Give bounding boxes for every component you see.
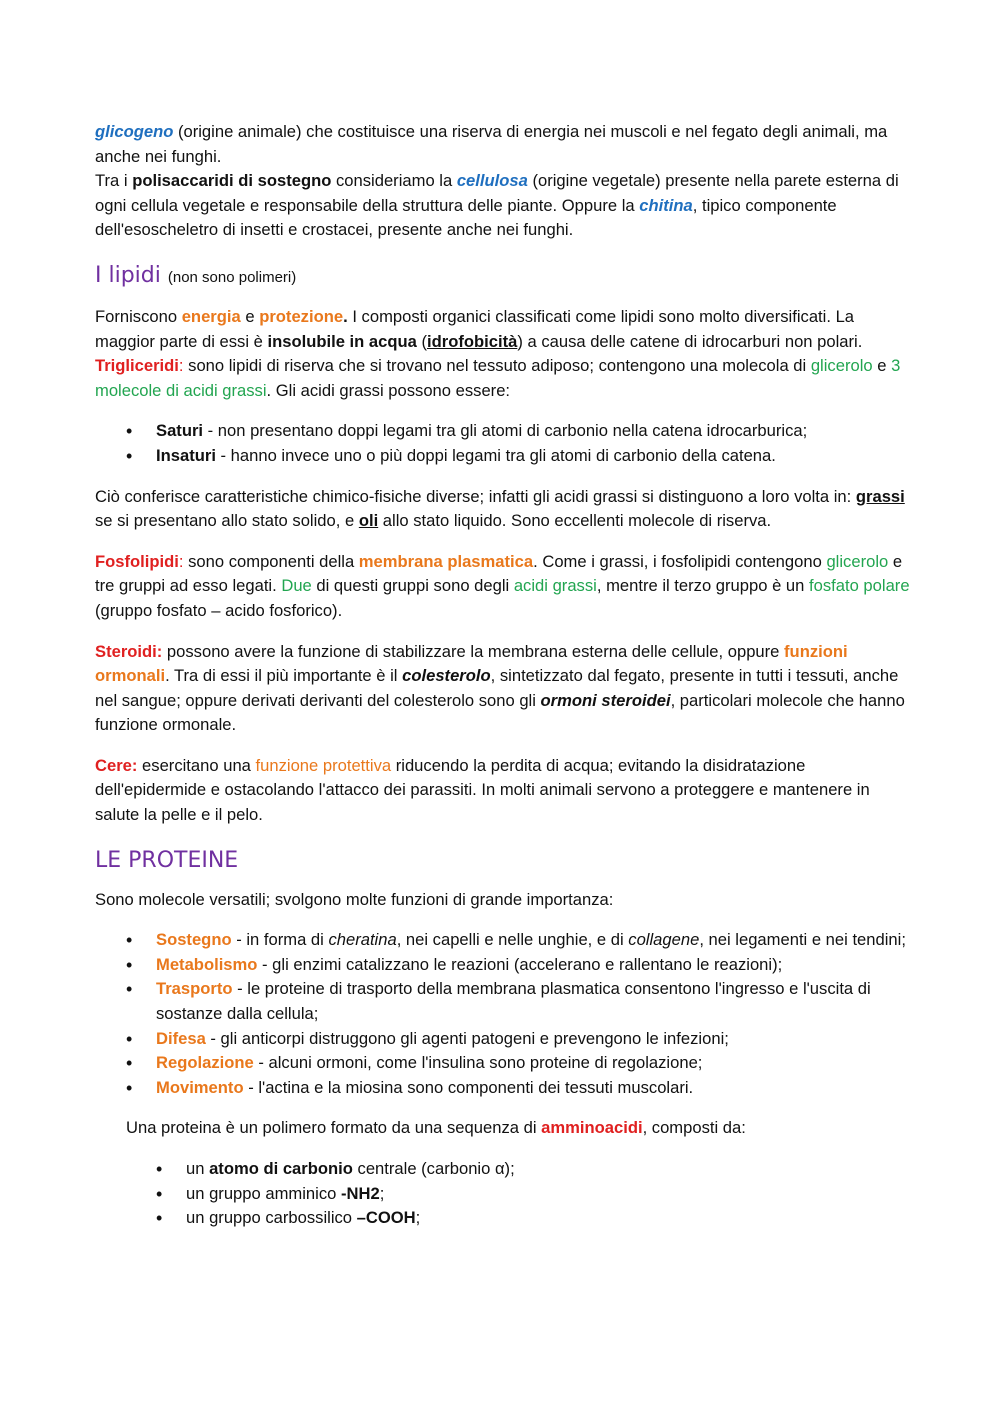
term-colesterolo: colesterolo	[402, 666, 491, 686]
text: - le proteine di trasporto della membrana plasmatica consentono l'ingresso e l'uscita di sostanze dalla cellula;	[156, 979, 871, 1024]
text: - in forma di	[231, 930, 329, 950]
text: - alcuni ormoni, come l'insulina sono proteine di regolazione;	[253, 1053, 703, 1073]
term-acidi-grassi: 3 molecole di acidi grassi	[95, 356, 901, 400]
term-insaturi: Insaturi	[156, 445, 216, 465]
term-difesa: Difesa	[156, 1028, 206, 1048]
term-glicogeno: glicogeno	[95, 122, 174, 141]
text: , tipico componente dell'esoscheletro di insetti e crostacei, presente anche nei funghi.	[95, 195, 837, 240]
text: se si presentano allo stato solido, e	[95, 511, 359, 531]
text: e tre gruppi ad esso legati.	[95, 551, 903, 596]
term-collagene: collagene	[628, 930, 700, 950]
term-cellulosa: cellulosa	[456, 171, 528, 191]
heading-lipidi-title: I lipidi	[95, 262, 168, 288]
text: . Gli acidi grassi possono essere:	[266, 380, 511, 400]
text: - l'actina e la miosina sono componenti dei tessuti muscolari.	[243, 1077, 694, 1097]
term-chitina: chitina	[639, 195, 693, 215]
text: riducendo la perdita di acqua; evitando la disidratazione dell'epidermide e ostacolando l'attacco dei parassiti. In molti animali servono a proteggere e mantenere in salute la pelle e il pelo.	[95, 755, 870, 825]
list-item	[156, 1027, 910, 1052]
text: (	[416, 331, 427, 351]
heading-proteine: LE PROTEINE	[95, 847, 239, 873]
text: Una proteina è un polimero formato da una sequenza di	[126, 1118, 542, 1138]
list-item	[156, 1076, 910, 1101]
text: - non presentano doppi legami tra gli atomi di carbonio nella catena idrocarburica;	[203, 421, 808, 441]
text: , nei legamenti e nei tendini;	[699, 930, 906, 950]
list-item	[156, 953, 910, 978]
term-atomo-carbonio: atomo di carbonio	[209, 1159, 353, 1178]
list-item	[156, 419, 910, 444]
text: - gli anticorpi distruggono gli agenti patogeni e prevengono le infezioni;	[205, 1028, 729, 1048]
text: :	[178, 551, 184, 571]
text: ;	[415, 1208, 421, 1228]
text: allo stato liquido. Sono eccellenti molecole di riserva.	[378, 511, 772, 531]
term-amminoacidi: amminoacidi	[541, 1118, 643, 1138]
text: e	[872, 356, 892, 376]
text: di questi gruppi sono degli	[311, 576, 514, 596]
text: . Come i grassi, i fosfolipidi contengono	[533, 551, 827, 571]
list-item	[156, 1051, 910, 1076]
term-energia: energia	[181, 306, 241, 326]
term-metabolismo: Metabolismo	[156, 954, 258, 974]
text: , mentre il terzo gruppo è un	[596, 576, 809, 596]
text: Ciò conferisce caratteristiche chimico-fisiche diverse; infatti gli acidi grassi si distinguono a loro volta in:	[95, 486, 856, 506]
term-protezione: protezione	[259, 306, 344, 326]
paragraph-trigliceridi	[95, 354, 910, 403]
paragraph-fosfolipidi	[95, 550, 910, 624]
text: un	[186, 1159, 210, 1178]
text: .	[343, 306, 348, 326]
term-cere: Cere:	[95, 755, 138, 775]
paragraph-grassi-oli	[95, 485, 910, 534]
text: (origine vegetale) presente nella parete esterna di ogni cellula vegetale e responsabile della struttura delle piante. Oppure la	[95, 171, 899, 215]
paragraph-cere	[95, 754, 910, 828]
text: (origine animale) che costituisce una riserva di energia nei muscoli e nel fegato degli animali, ma anche nei funghi.	[95, 122, 888, 166]
term-acidi-grassi: acidi grassi	[513, 576, 597, 596]
term-trigliceridi: Trigliceridi	[95, 356, 179, 376]
list-item	[156, 444, 910, 469]
term-oli: oli	[358, 511, 379, 531]
term-funzioni-ormonali: funzioni ormonali	[95, 641, 848, 686]
term-fosfolipidi: Fosfolipidi	[95, 551, 179, 571]
term-regolazione: Regolazione	[156, 1053, 254, 1073]
text: , composti da:	[642, 1118, 746, 1138]
text: (gruppo fosfato – acido fosforico).	[95, 600, 343, 620]
term-movimento: Movimento	[156, 1077, 244, 1097]
paragraph-proteine-intro: Sono molecole versatili; svolgono molte funzioni di grande importanza:	[95, 889, 614, 909]
list-item	[186, 1182, 910, 1207]
term-saturi: Saturi	[156, 421, 204, 441]
paragraph-lipidi-intro	[95, 305, 910, 354]
term-polisaccaridi-sostegno: polisaccaridi di sostegno	[132, 171, 332, 191]
paragraph-glicogeno	[95, 120, 910, 169]
term-glicerolo: glicerolo	[826, 551, 889, 571]
text: e	[240, 306, 260, 326]
text: , nei capelli e nelle unghie, e di	[396, 930, 629, 950]
term-due: Due	[281, 576, 312, 596]
paragraph-amminoacidi	[95, 1116, 910, 1141]
text: :	[178, 356, 184, 376]
list-item	[156, 928, 910, 953]
term-fosfato-polare: fosfato polare	[809, 576, 910, 596]
text: sono componenti della	[183, 551, 359, 571]
text: - gli enzimi catalizzano le reazioni (accelerano e rallentano le reazioni);	[257, 954, 783, 974]
heading-lipidi-subtitle: (non sono polimeri)	[167, 268, 297, 286]
document-body	[95, 120, 910, 1247]
text: ;	[379, 1183, 385, 1203]
term-grassi: grassi	[855, 486, 905, 506]
text: . Tra di essi il più importante è il	[165, 666, 403, 686]
term-idrofobicita: idrofobicità	[427, 331, 518, 351]
list-acidi-grassi	[95, 419, 910, 468]
text: I composti organici classificati come lipidi sono molto diversificati. La maggior parte di essi è	[95, 306, 855, 351]
text: centrale (carbonio α);	[352, 1159, 515, 1178]
text: consideriamo la	[331, 171, 457, 191]
text: esercitano una	[137, 755, 256, 775]
term-trasporto: Trasporto	[156, 979, 233, 999]
text: - hanno invece uno o più doppi legami tra gli atomi di carbonio della catena.	[215, 445, 776, 465]
list-componenti-amminoacidi	[95, 1157, 910, 1231]
paragraph-polisaccaridi-sostegno	[95, 169, 910, 243]
heading-lipidi	[95, 261, 910, 293]
list-item	[186, 1206, 910, 1231]
list-item	[156, 977, 910, 1026]
term-glicerolo: glicerolo	[810, 356, 873, 376]
text: possono avere la funzione di stabilizzare la membrana esterna delle cellule, oppure	[162, 641, 785, 661]
text: , sintetizzato dal fegato, presente in tutti i tessuti, anche nel sangue; oppure derivati derivanti del colesterolo sono gli	[95, 666, 899, 710]
term-ormoni-steroidei: ormoni steroidei	[540, 690, 671, 710]
paragraph-steroidi	[95, 640, 910, 738]
term-sostegno: Sostegno	[156, 930, 232, 950]
list-item	[186, 1157, 910, 1182]
text: Tra i	[95, 171, 133, 191]
text: , particolari molecole che hanno funzione ormonale.	[95, 690, 905, 735]
text: un gruppo carbossilico	[186, 1208, 357, 1228]
list-funzioni-proteine	[95, 928, 910, 1100]
text: un gruppo amminico	[186, 1183, 341, 1203]
text: ) a causa delle catene di idrocarburi non polari.	[517, 331, 863, 351]
text: sono lipidi di riserva che si trovano nel tessuto adiposo; contengono una molecola di	[183, 356, 811, 376]
term-nh2: -NH2	[340, 1183, 380, 1203]
term-insolubile: insolubile in acqua	[267, 331, 417, 351]
term-cooh: –COOH	[356, 1208, 416, 1228]
term-membrana-plasmatica: membrana plasmatica	[358, 551, 534, 571]
term-steroidi: Steroidi:	[95, 641, 163, 661]
term-funzione-protettiva: funzione protettiva	[255, 755, 392, 775]
term-cheratina: cheratina	[328, 930, 397, 950]
text: Forniscono	[95, 306, 182, 326]
